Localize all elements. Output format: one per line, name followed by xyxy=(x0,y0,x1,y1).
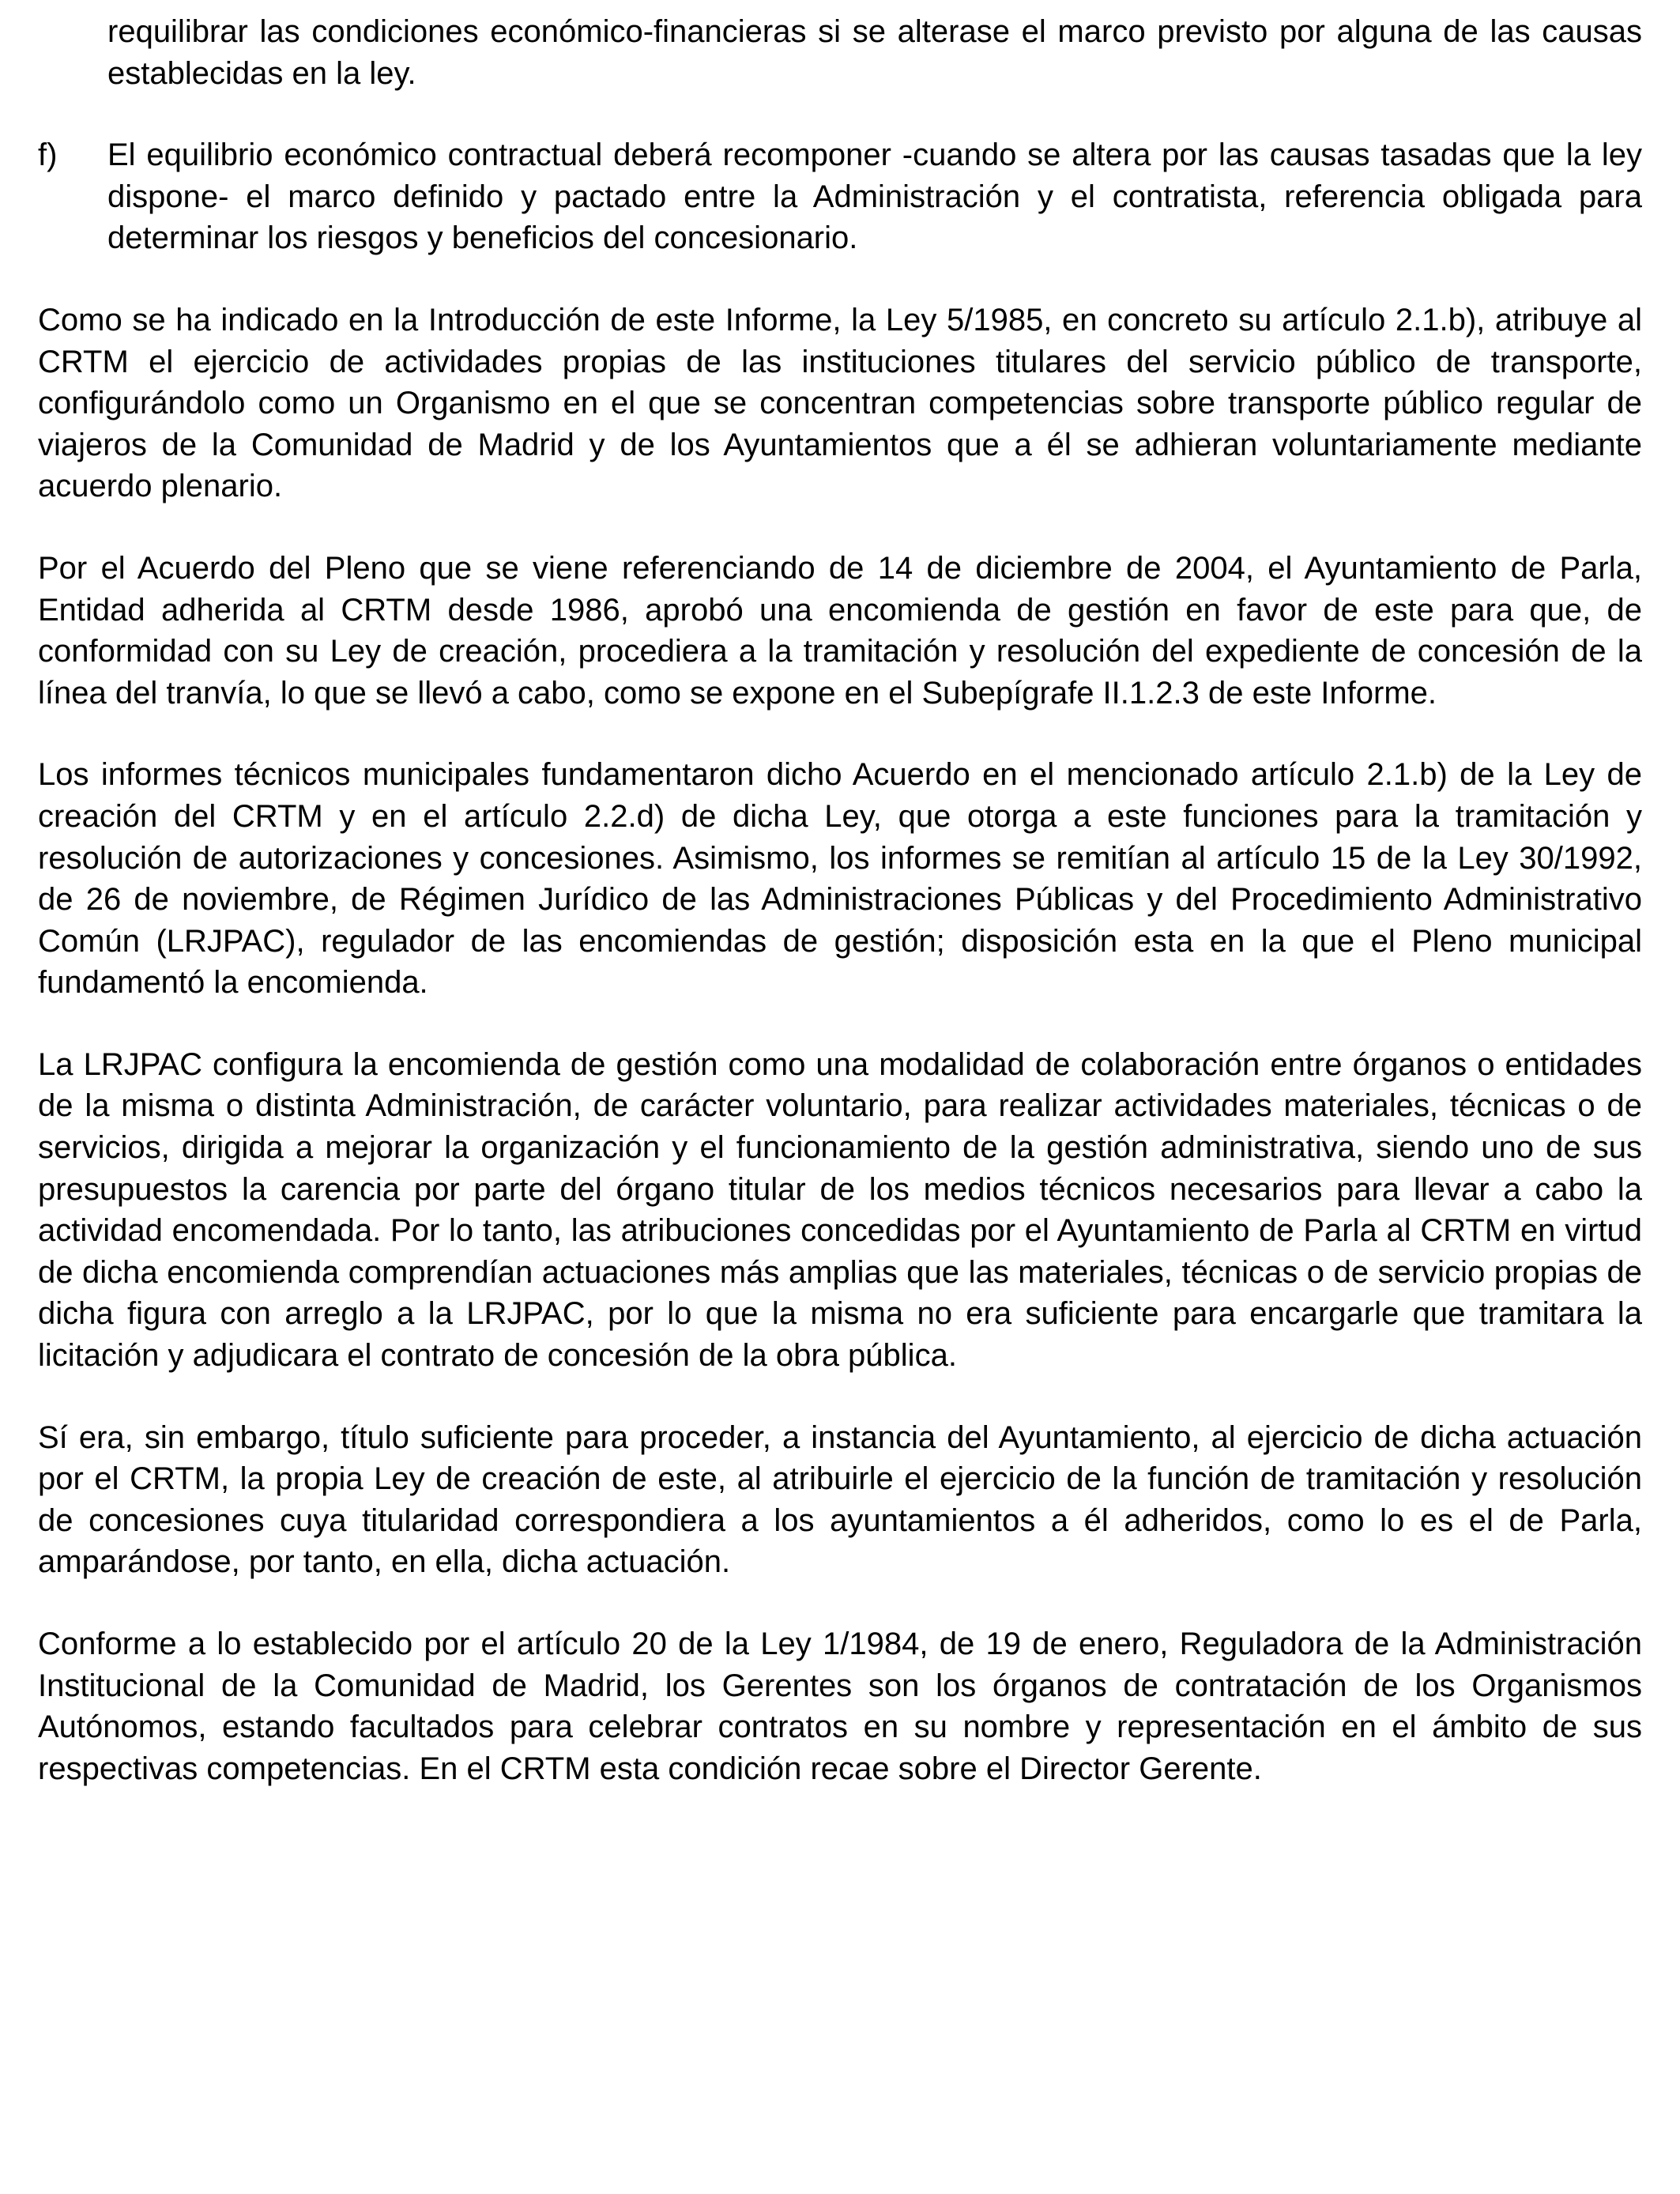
paragraph-ley-1-1984: Conforme a lo establecido por el artículo 20 de la Ley 1/1984, de 19 de enero, Reguladora de la Administración Institucional de la Comunidad de Madrid, los Gerentes son los órganos de contratación de los Organismos Autónomos, estando facultados para celebrar contratos en su nombre y representación en el ámbito de sus respectivas competencias. En el CRTM esta condición recae sobre el Director Gerente. xyxy=(38,1627,1642,1786)
list-item-text: El equilibrio económico contractual deberá recomponer -cuando se altera por las causas tasadas que la ley dispone- el marco definido y pactado entre la Administración y el contratista, referencia obligada para determinar los riesgos y beneficios del concesionario. xyxy=(107,138,1642,256)
paragraph-acuerdo-pleno: Por el Acuerdo del Pleno que se viene referenciando de 14 de diciembre de 2004, el Ayuntamiento de Parla, Entidad adherida al CRTM desde 1986, aprobó una encomienda de gestión en favor de este para que, de conformidad con su Ley de creación, procediera a la tramitación y resolución del expediente de concesión de la línea del tranvía, lo que se llevó a cabo, como se expone en el Subepígrafe II.1.2.3 de este Informe. xyxy=(38,550,1642,711)
list-item-f xyxy=(38,134,1642,259)
continuation-text: requilibrar las condiciones económico-financieras si se alterase el marco previsto por alguna de las causas establecidas en la ley. xyxy=(107,14,1642,91)
paragraph-informes-tecnicos: Los informes técnicos municipales fundamentaron dicho Acuerdo en el mencionado artículo 2.1.b) de la Ley de creación del CRTM y en el artículo 2.2.d) de dicha Ley, que otorga a este funciones para la tramitación y resolución de autorizaciones y concesiones. Asimismo, los informes se remitían al artículo 15 de la Ley 30/1992, de 26 de noviembre, de Régimen Jurídico de las Administraciones Públicas y del Procedimiento Administrativo Común (LRJPAC), regulador de las encomiendas de gestión; disposición esta en la que el Pleno municipal fundamentó la encomienda. xyxy=(38,757,1642,1001)
list-item-label: f) xyxy=(38,138,58,173)
document-page xyxy=(38,11,1642,1830)
paragraph-ley-5-1985: Como se ha indicado en la Introducción de este Informe, la Ley 5/1985, en concreto su artículo 2.1.b), atribuye al CRTM el ejercicio de actividades propias de las instituciones titulares del servicio público de transporte, configurándolo como un Organismo en el que se concentran competencias sobre transporte público regular de viajeros de la Comunidad de Madrid y de los Ayuntamientos que a él se adhieran voluntariamente mediante acuerdo plenario. xyxy=(38,302,1642,504)
paragraph-titulo-suficiente: Sí era, sin embargo, título suficiente para proceder, a instancia del Ayuntamiento, al ejercicio de dicha actuación por el CRTM, la propia Ley de creación de este, al atribuirle el ejercicio de la función de tramitación y resolución de concesiones cuya titularidad correspondiera a los ayuntamientos a él adheridos, como lo es el de Parla, amparándose, por tanto, en ella, dicha actuación. xyxy=(38,1419,1642,1580)
paragraph-lrjpac: La LRJPAC configura la encomienda de gestión como una modalidad de colaboración entre órganos o entidades de la misma o distinta Administración, de carácter voluntario, para realizar actividades materiales, técnicas o de servicios, dirigida a mejorar la organización y el funcionamiento de la gestión administrativa, siendo uno de sus presupuestos la carencia por parte del órgano titular de los medios técnicos necesarios para llevar a cabo la actividad encomendada. Por lo tanto, las atribuciones concedidas por el Ayuntamiento de Parla al CRTM en virtud de dicha encomienda comprendían actuaciones más amplias que las materiales, técnicas o de servicio propias de dicha figura con arreglo a la LRJPAC, por lo que la misma no era suficiente para encargarle que tramitara la licitación y adjudicara el contrato de concesión de la obra pública. xyxy=(38,1046,1642,1374)
